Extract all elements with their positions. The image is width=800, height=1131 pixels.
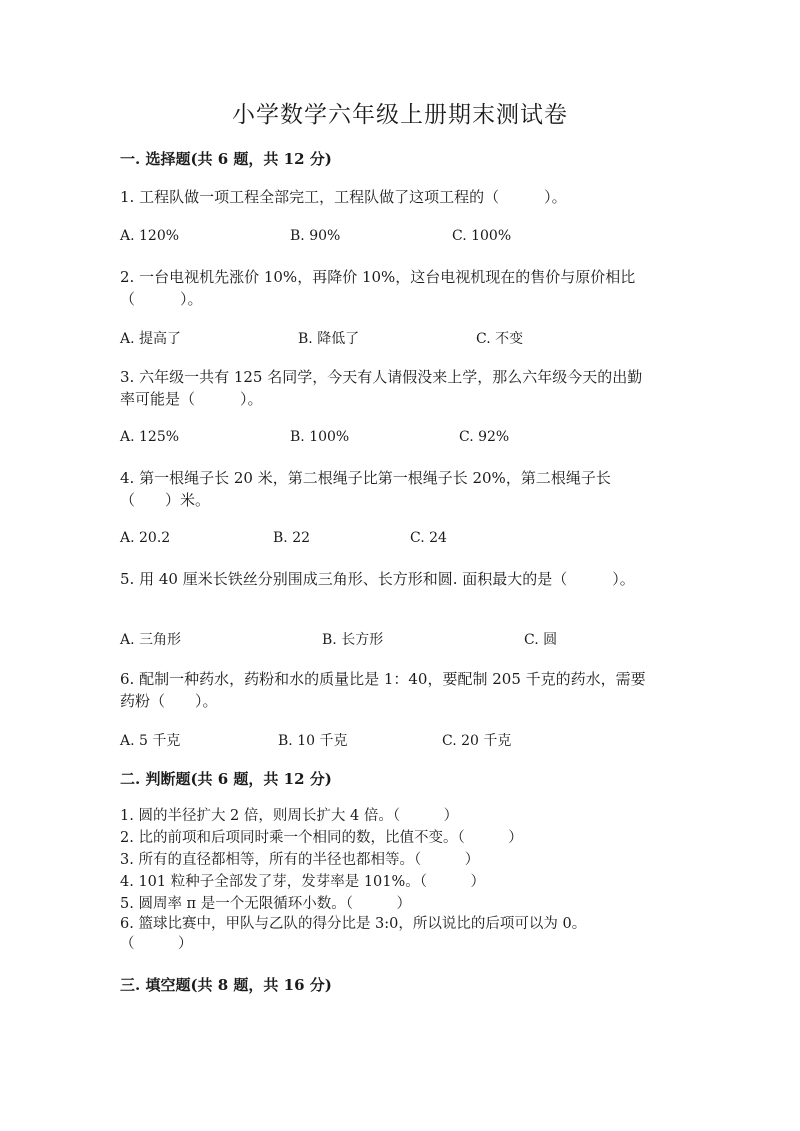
choice-question-4-line-1: 4. 第一根绳子长 20 米，第二根绳子比第一根绳子长 20%，第二根绳子长 — [120, 469, 611, 487]
choice-6-option-c: C. 20 千克 — [442, 733, 512, 749]
choice-question-6-line-1: 6. 配制一种药水，药粉和水的质量比是 1：40，要配制 205 千克的药水，需要 — [120, 670, 646, 688]
choice-5-option-b: B. 长方形 — [322, 632, 384, 648]
section-heading-choice: 一. 选择题(共 6 题，共 12 分) — [120, 150, 332, 168]
choice-3-option-c: C. 92% — [459, 429, 510, 445]
choice-question-3-line-1: 3. 六年级一共有 125 名同学，今天有人请假没来上学，那么六年级今天的出勤 — [120, 368, 643, 386]
choice-question-2-line-1: 2. 一台电视机先涨价 10%，再降价 10%，这台电视机现在的售价与原价相比 — [120, 268, 636, 286]
judge-question-2: 2. 比的前项和后项同时乘一个相同的数，比值不变。（ ） — [120, 830, 523, 846]
choice-3-option-b: B. 100% — [290, 429, 350, 445]
choice-3-option-a: A. 125% — [120, 429, 180, 445]
choice-question-4-line-2: （ ）米。 — [120, 491, 211, 509]
judge-question-1: 1. 圆的半径扩大 2 倍，则周长扩大 4 倍。（ ） — [120, 808, 459, 824]
choice-question-2-line-2: （ ）。 — [120, 290, 203, 308]
judge-question-3: 3. 所有的直径都相等，所有的半径也都相等。（ ） — [120, 852, 480, 868]
judge-question-4: 4. 101 粒种子全部发了芽，发芽率是 101%。（ ） — [120, 874, 486, 890]
choice-question-5: 5. 用 40 厘米长铁丝分别围成三角形、长方形和圆. 面积最大的是（ ）。 — [120, 570, 635, 588]
choice-6-option-a: A. 5 千克 — [120, 733, 181, 749]
choice-1-option-b: B. 90% — [290, 228, 341, 244]
choice-question-6-line-2: 药粉（ ）。 — [120, 692, 218, 710]
section-heading-fill: 三. 填空题(共 8 题，共 16 分) — [120, 976, 332, 994]
judge-question-6-blank: （ ） — [120, 936, 193, 952]
judge-question-6: 6. 篮球比赛中，甲队与乙队的得分比是 3:0，所以说比的后项可以为 0。 — [120, 916, 587, 932]
choice-2-option-b: B. 降低了 — [298, 331, 360, 347]
choice-2-option-a: A. 提高了 — [120, 331, 182, 347]
choice-question-3-line-2: 率可能是（ ）。 — [120, 390, 263, 408]
choice-6-option-b: B. 10 千克 — [278, 733, 348, 749]
choice-4-option-c: C. 24 — [410, 530, 447, 546]
choice-5-option-a: A. 三角形 — [120, 632, 182, 648]
choice-1-option-c: C. 100% — [452, 228, 512, 244]
choice-4-option-a: A. 20.2 — [120, 530, 171, 546]
page-title: 小学数学六年级上册期末测试卷 — [232, 102, 568, 128]
choice-question-1: 1. 工程队做一项工程全部完工，工程队做了这项工程的（ ）。 — [120, 188, 567, 206]
section-heading-judge: 二. 判断题(共 6 题，共 12 分) — [120, 770, 332, 788]
judge-question-5: 5. 圆周率 π 是一个无限循环小数。（ ） — [120, 896, 411, 912]
choice-1-option-a: A. 120% — [120, 228, 180, 244]
choice-4-option-b: B. 22 — [273, 530, 311, 546]
choice-5-option-c: C. 圆 — [524, 632, 558, 648]
choice-2-option-c: C. 不变 — [476, 331, 524, 347]
